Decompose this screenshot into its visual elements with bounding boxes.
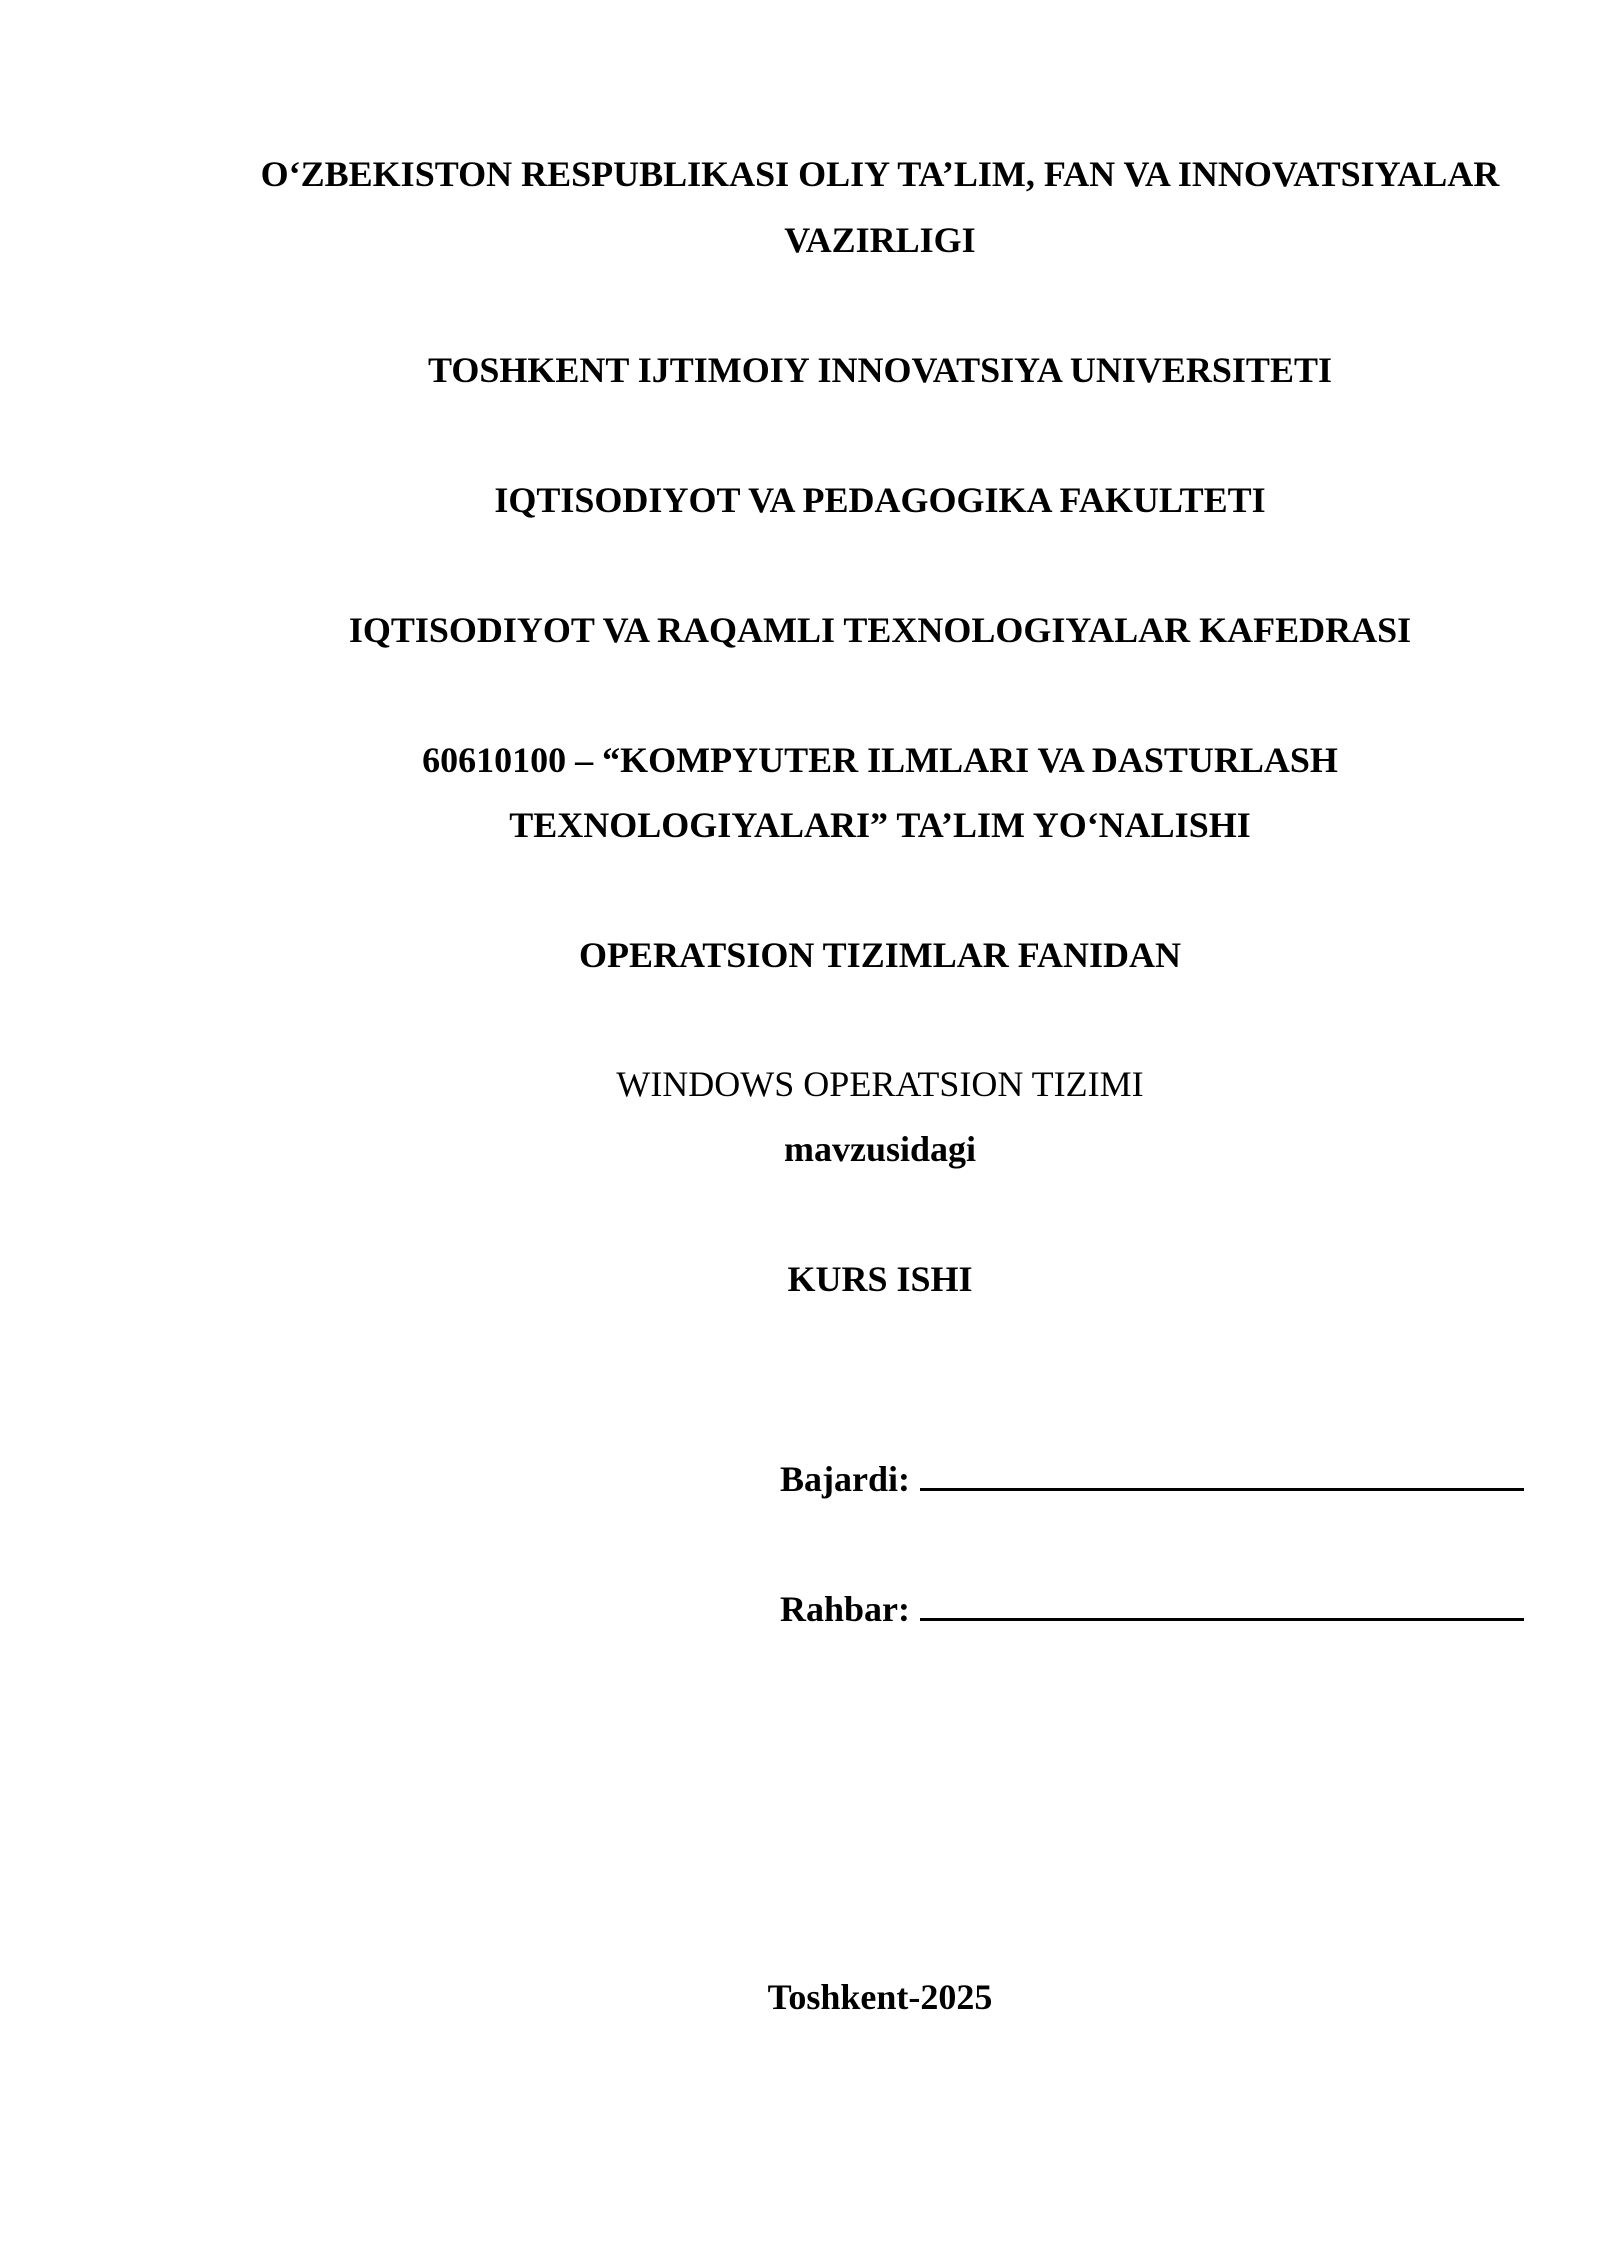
program-title-line2: TEXNOLOGIYALARI” TA’LIM YO‘NALISHI <box>509 805 1251 845</box>
supervisor-blank-line <box>920 1582 1524 1621</box>
faculty-name: IQTISODIYOT VA PEDAGOGIKA FAKULTETI <box>494 480 1266 520</box>
performed-by-label: Bajardi: <box>780 1459 910 1499</box>
city-year: Toshkent-2025 <box>767 1977 993 2017</box>
program-title-line1: 60610100 – “KOMPYUTER ILMLARI VA DASTURLASH <box>422 740 1338 780</box>
performed-by-blank-line <box>920 1452 1524 1491</box>
university-name: TOSHKENT IJTIMOIY INNOVATSIYA UNIVERSITETI <box>428 350 1332 390</box>
work-type-title: KURS ISHI <box>787 1259 973 1299</box>
ministry-title-line2: VAZIRLIGI <box>784 220 976 260</box>
supervisor-label: Rahbar: <box>780 1589 911 1629</box>
department-name: IQTISODIYOT VA RAQAMLI TEXNOLOGIYALAR KAFEDRASI <box>348 610 1412 650</box>
supervisor-row <box>780 1582 1524 1631</box>
topic-suffix: mavzusidagi <box>783 1129 977 1169</box>
subject-title: OPERATSION TIZIMLAR FANIDAN <box>578 935 1182 975</box>
performed-by-row <box>780 1452 1524 1501</box>
ministry-title-line1: O‘ZBEKISTON RESPUBLIKASI OLIY TA’LIM, FAN VA INNOVATSIYALAR <box>260 154 1500 194</box>
topic-title: WINDOWS OPERATSION TIZIMI <box>616 1064 1144 1104</box>
